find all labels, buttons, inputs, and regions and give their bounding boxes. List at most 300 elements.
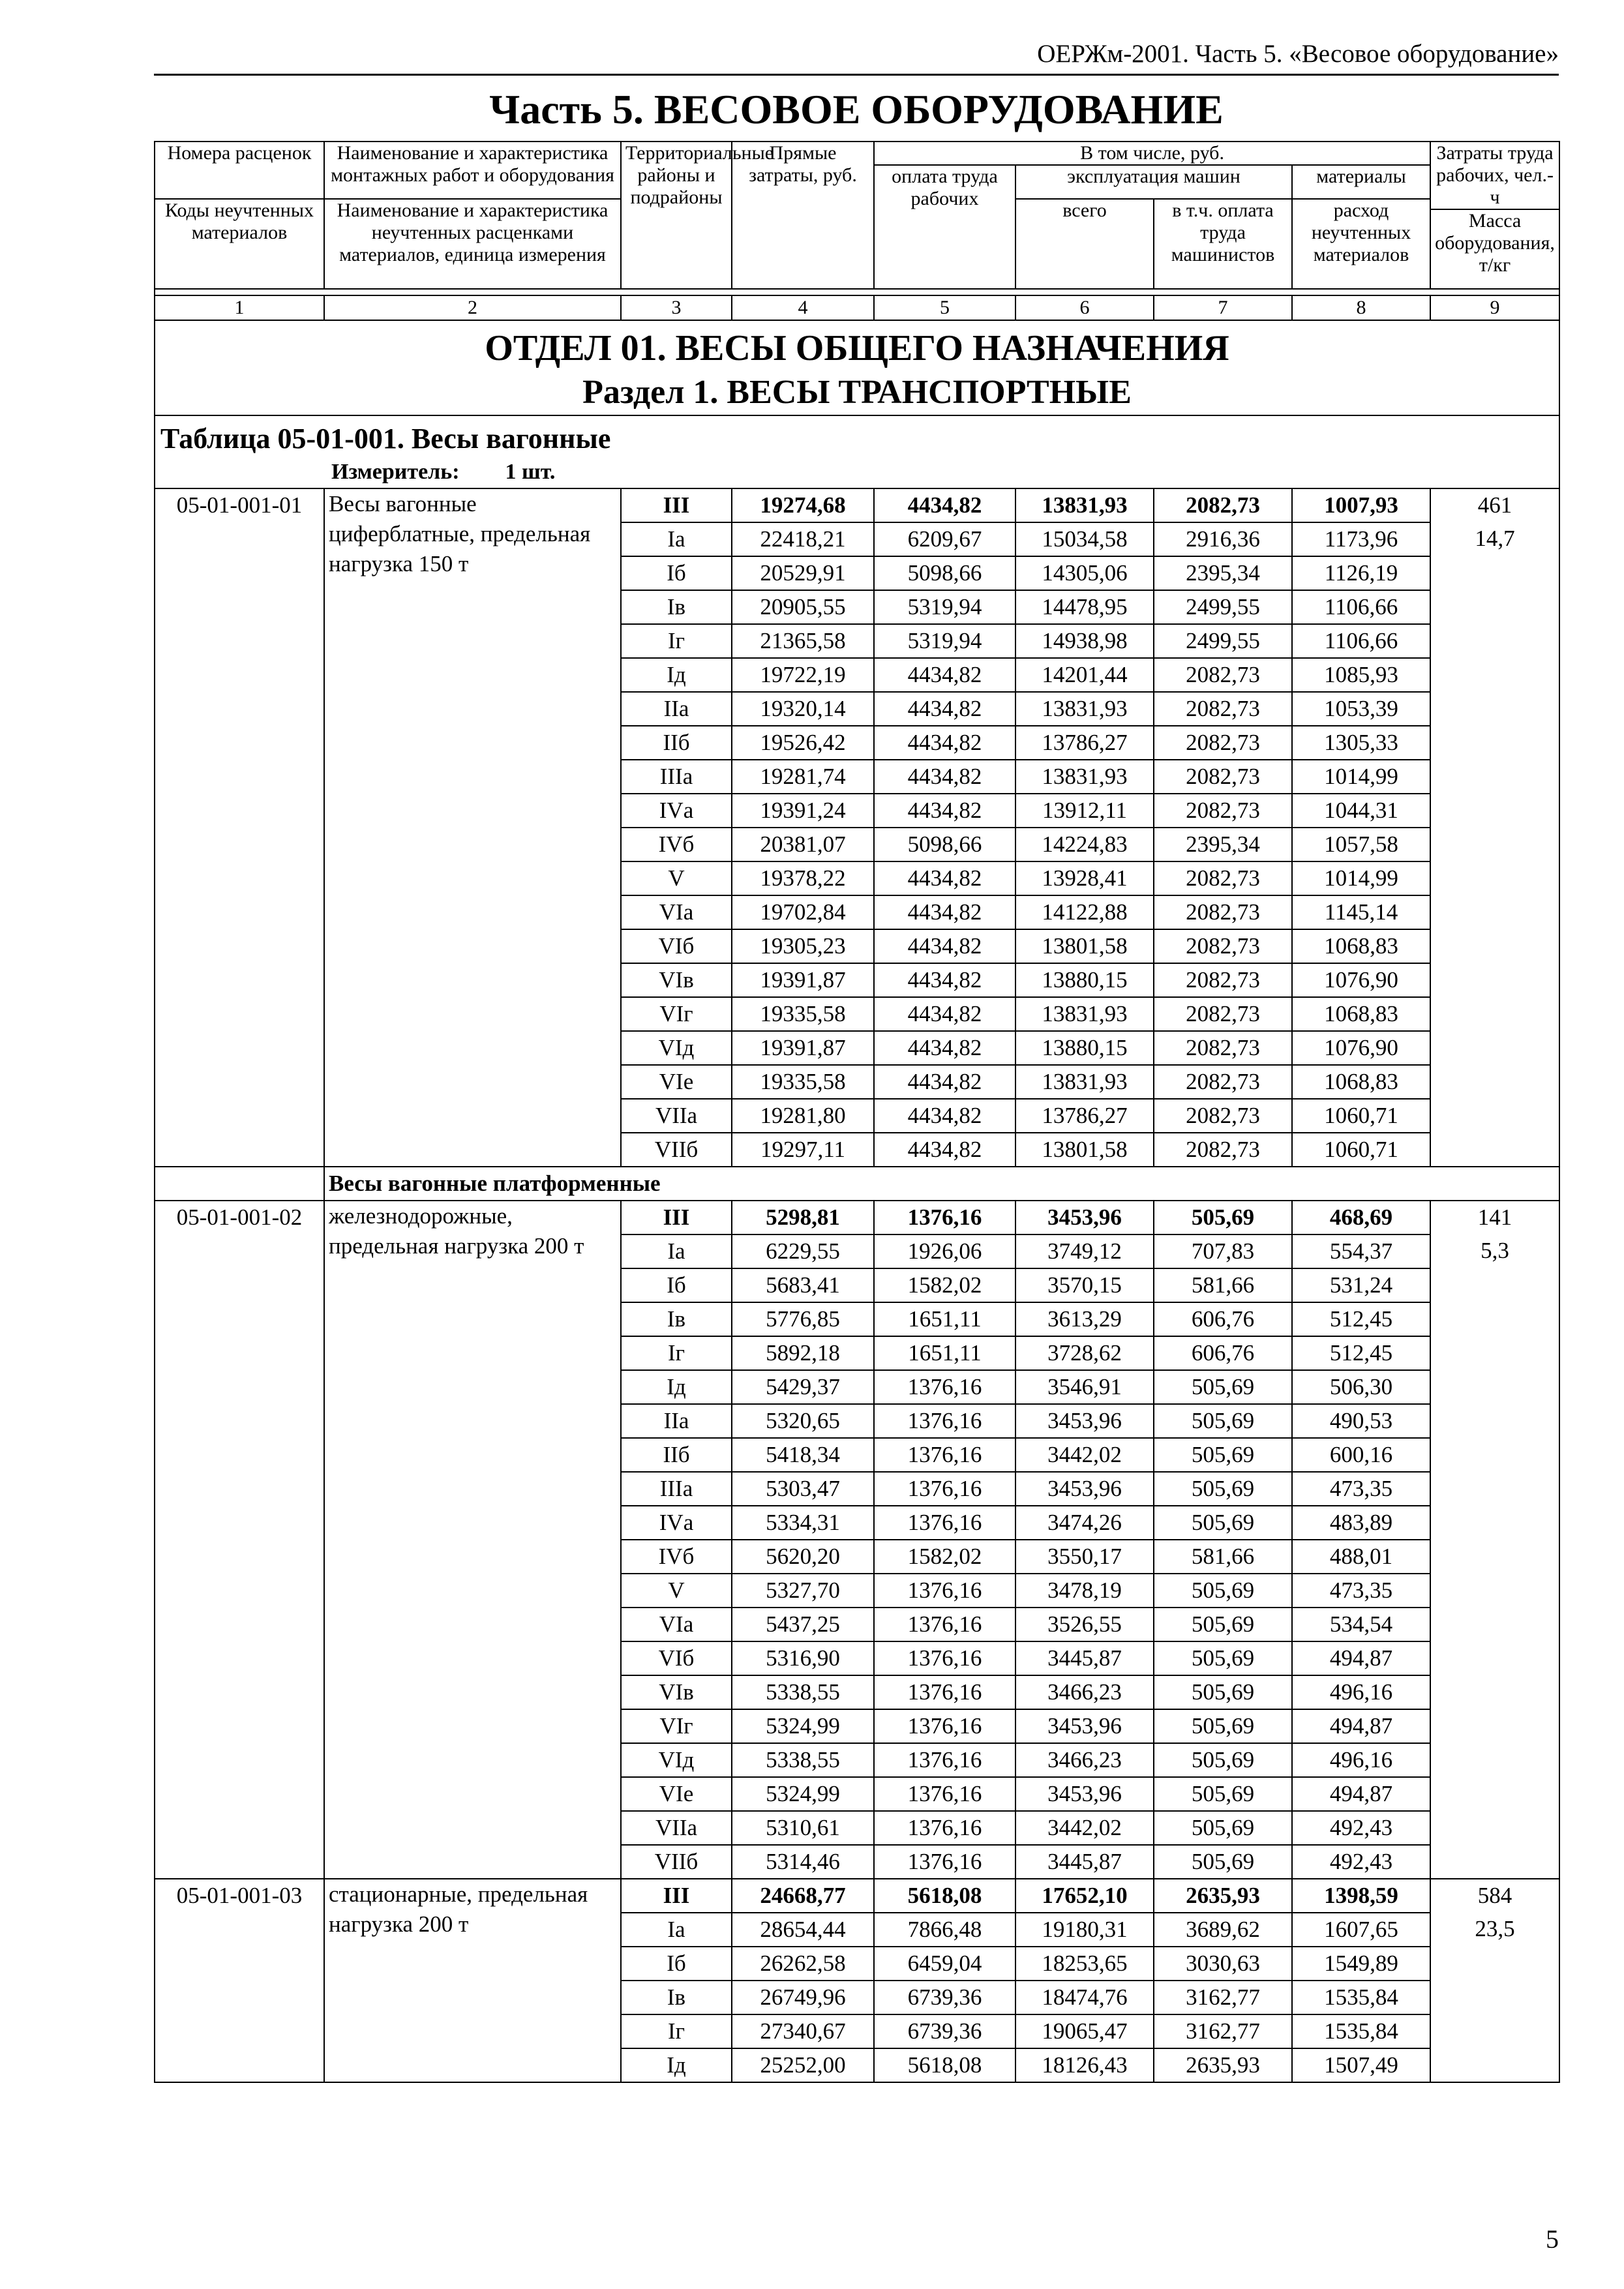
territory-cell: V	[621, 861, 732, 895]
territory-cell: VIд	[621, 1031, 732, 1065]
value-cell: 554,37	[1292, 1234, 1430, 1268]
value-cell: 19281,80	[732, 1099, 874, 1133]
value-cell: 5310,61	[732, 1811, 874, 1845]
empty-cell	[1430, 1574, 1559, 1608]
value-cell: 505,69	[1154, 1472, 1292, 1506]
header-col7: в т.ч. оплата труда машинистов	[1154, 199, 1292, 289]
running-header: ОЕРЖм-2001. Часть 5. «Весовое оборудование»	[1037, 40, 1559, 68]
value-cell: 1060,71	[1292, 1133, 1430, 1167]
value-cell: 19391,24	[732, 794, 874, 828]
value-cell: 2635,93	[1154, 1879, 1292, 1913]
value-cell: 473,35	[1292, 1472, 1430, 1506]
rates-table	[154, 141, 1560, 2083]
value-cell: 20529,91	[732, 556, 874, 590]
territory-cell: IIIа	[621, 1472, 732, 1506]
value-cell: 13880,15	[1015, 1031, 1154, 1065]
value-cell: 6739,36	[874, 1981, 1015, 2014]
header-col1-top: Номера расценок	[155, 142, 324, 199]
territory-cell: IVа	[621, 1506, 732, 1540]
value-cell: 1376,16	[874, 1608, 1015, 1641]
empty-cell	[1430, 1065, 1559, 1099]
empty-cell	[1430, 1777, 1559, 1811]
empty-cell	[1430, 895, 1559, 929]
rate-code: 05-01-001-02	[155, 1201, 324, 1879]
value-cell: 505,69	[1154, 1675, 1292, 1709]
empty-cell	[1430, 1302, 1559, 1336]
territory-cell: IVб	[621, 1540, 732, 1574]
territory-cell: Iд	[621, 658, 732, 692]
territory-cell: Iа	[621, 522, 732, 556]
value-cell: 13786,27	[1015, 1099, 1154, 1133]
value-cell: 4434,82	[874, 794, 1015, 828]
value-cell: 2082,73	[1154, 1031, 1292, 1065]
value-cell: 506,30	[1292, 1370, 1430, 1404]
empty-cell	[1430, 692, 1559, 726]
territory-cell: VIд	[621, 1743, 732, 1777]
territory-cell: IVа	[621, 794, 732, 828]
value-cell: 1305,33	[1292, 726, 1430, 760]
territory-cell: IIб	[621, 1438, 732, 1472]
territory-cell: VIг	[621, 1709, 732, 1743]
territory-cell: Iв	[621, 1981, 732, 2014]
value-cell: 14305,06	[1015, 556, 1154, 590]
empty-cell	[1430, 1947, 1559, 1981]
value-cell: 2082,73	[1154, 692, 1292, 726]
value-cell: 5324,99	[732, 1709, 874, 1743]
territory-cell: IIб	[621, 726, 732, 760]
value-cell: 512,45	[1292, 1336, 1430, 1370]
value-cell: 6459,04	[874, 1947, 1015, 1981]
territory-cell: Iа	[621, 1913, 732, 1947]
value-cell: 19320,14	[732, 692, 874, 726]
value-cell: 5316,90	[732, 1641, 874, 1675]
header-gap	[155, 289, 1559, 295]
value-cell: 2082,73	[1154, 1099, 1292, 1133]
value-cell: 494,87	[1292, 1641, 1430, 1675]
value-cell: 492,43	[1292, 1845, 1430, 1879]
value-cell: 3466,23	[1015, 1743, 1154, 1777]
territory-cell: III	[621, 1879, 732, 1913]
empty-cell	[1430, 760, 1559, 794]
value-cell: 505,69	[1154, 1845, 1292, 1879]
value-cell: 1044,31	[1292, 794, 1430, 828]
territory-cell: VIе	[621, 1777, 732, 1811]
value-cell: 2082,73	[1154, 794, 1292, 828]
value-cell: 1376,16	[874, 1845, 1015, 1879]
value-cell: 1651,11	[874, 1302, 1015, 1336]
column-number: 2	[324, 295, 621, 320]
header-including: В том числе, руб.	[874, 142, 1430, 165]
empty-cell	[1430, 556, 1559, 590]
value-cell: 1376,16	[874, 1472, 1015, 1506]
territory-cell: VIIб	[621, 1845, 732, 1879]
table-title: Таблица 05-01-001. Весы вагонные	[160, 423, 611, 455]
value-cell: 505,69	[1154, 1404, 1292, 1438]
value-cell: 1376,16	[874, 1404, 1015, 1438]
value-cell: 28654,44	[732, 1913, 874, 1947]
territory-cell: Iб	[621, 1268, 732, 1302]
empty-cell	[1430, 1404, 1559, 1438]
value-cell: 1607,65	[1292, 1913, 1430, 1947]
empty-cell	[1430, 1845, 1559, 1879]
value-cell: 1068,83	[1292, 997, 1430, 1031]
mass-cell: 14,7	[1430, 522, 1559, 556]
value-cell: 1376,16	[874, 1506, 1015, 1540]
value-cell: 19391,87	[732, 1031, 874, 1065]
value-cell: 1376,16	[874, 1743, 1015, 1777]
empty-cell	[1430, 2014, 1559, 2048]
value-cell: 13831,93	[1015, 692, 1154, 726]
value-cell: 3728,62	[1015, 1336, 1154, 1370]
mass-cell: 23,5	[1430, 1913, 1559, 1947]
value-cell: 14122,88	[1015, 895, 1154, 929]
value-cell: 5429,37	[732, 1370, 874, 1404]
value-cell: 5314,46	[732, 1845, 874, 1879]
labor-cost-cell: 141	[1430, 1201, 1559, 1234]
column-number: 9	[1430, 295, 1559, 320]
value-cell: 2395,34	[1154, 828, 1292, 861]
empty-cell	[1430, 658, 1559, 692]
rate-name: Весы вагонные циферблатные, предельная нагрузка 150 т	[324, 488, 621, 1167]
value-cell: 19335,58	[732, 997, 874, 1031]
value-cell: 5338,55	[732, 1675, 874, 1709]
empty-cell	[1430, 828, 1559, 861]
value-cell: 2499,55	[1154, 624, 1292, 658]
value-cell: 13831,93	[1015, 997, 1154, 1031]
territory-cell: Iг	[621, 2014, 732, 2048]
header-col1-bottom: Коды неучтенных материалов	[155, 199, 324, 289]
value-cell: 1085,93	[1292, 658, 1430, 692]
value-cell: 13801,58	[1015, 1133, 1154, 1167]
value-cell: 2082,73	[1154, 895, 1292, 929]
value-cell: 600,16	[1292, 1438, 1430, 1472]
value-cell: 606,76	[1154, 1302, 1292, 1336]
value-cell: 3526,55	[1015, 1608, 1154, 1641]
value-cell: 26262,58	[732, 1947, 874, 1981]
column-number: 7	[1154, 295, 1292, 320]
value-cell: 21365,58	[732, 624, 874, 658]
value-cell: 1053,39	[1292, 692, 1430, 726]
empty-cell	[1430, 1675, 1559, 1709]
value-cell: 2082,73	[1154, 726, 1292, 760]
value-cell: 4434,82	[874, 1031, 1015, 1065]
territory-cell: IVб	[621, 828, 732, 861]
value-cell: 1376,16	[874, 1370, 1015, 1404]
table-title-row	[155, 415, 1559, 488]
rate-name: железнодорожные, предельная нагрузка 200 т	[324, 1201, 621, 1879]
value-cell: 4434,82	[874, 929, 1015, 963]
value-cell: 6739,36	[874, 2014, 1015, 2048]
rate-name: стационарные, предельная нагрузка 200 т	[324, 1879, 621, 2082]
value-cell: 2082,73	[1154, 760, 1292, 794]
value-cell: 4434,82	[874, 895, 1015, 929]
value-cell: 505,69	[1154, 1370, 1292, 1404]
territory-cell: VIб	[621, 1641, 732, 1675]
value-cell: 1106,66	[1292, 624, 1430, 658]
value-cell: 1535,84	[1292, 1981, 1430, 2014]
value-cell: 505,69	[1154, 1811, 1292, 1845]
value-cell: 1014,99	[1292, 760, 1430, 794]
value-cell: 18253,65	[1015, 1947, 1154, 1981]
value-cell: 26749,96	[732, 1981, 874, 2014]
column-numbers-row	[155, 295, 1559, 320]
value-cell: 2082,73	[1154, 997, 1292, 1031]
value-cell: 5437,25	[732, 1608, 874, 1641]
value-cell: 483,89	[1292, 1506, 1430, 1540]
territory-cell: III	[621, 488, 732, 522]
column-number: 6	[1015, 295, 1154, 320]
value-cell: 5303,47	[732, 1472, 874, 1506]
value-cell: 2082,73	[1154, 658, 1292, 692]
department-title-row	[155, 320, 1559, 415]
territory-cell: Iг	[621, 624, 732, 658]
column-number: 3	[621, 295, 732, 320]
value-cell: 1068,83	[1292, 1065, 1430, 1099]
value-cell: 13786,27	[1015, 726, 1154, 760]
value-cell: 5683,41	[732, 1268, 874, 1302]
value-cell: 1376,16	[874, 1574, 1015, 1608]
territory-cell: VIIа	[621, 1099, 732, 1133]
value-cell: 5338,55	[732, 1743, 874, 1777]
value-cell: 2916,36	[1154, 522, 1292, 556]
value-cell: 14938,98	[1015, 624, 1154, 658]
value-cell: 1106,66	[1292, 590, 1430, 624]
column-number: 8	[1292, 295, 1430, 320]
department-title: ОТДЕЛ 01. ВЕСЫ ОБЩЕГО НАЗНАЧЕНИЯ	[485, 328, 1229, 368]
value-cell: 3474,26	[1015, 1506, 1154, 1540]
empty-cell	[1430, 861, 1559, 895]
value-cell: 3453,96	[1015, 1777, 1154, 1811]
territory-cell: VIIб	[621, 1133, 732, 1167]
territory-cell: IIIа	[621, 760, 732, 794]
value-cell: 5618,08	[874, 1879, 1015, 1913]
territory-cell: VIв	[621, 963, 732, 997]
value-cell: 5324,99	[732, 1777, 874, 1811]
value-cell: 1145,14	[1292, 895, 1430, 929]
empty-cell	[1430, 1099, 1559, 1133]
value-cell: 505,69	[1154, 1438, 1292, 1472]
value-cell: 6229,55	[732, 1234, 874, 1268]
territory-cell: Iд	[621, 2048, 732, 2082]
value-cell: 5319,94	[874, 624, 1015, 658]
value-cell: 3445,87	[1015, 1641, 1154, 1675]
value-cell: 2082,73	[1154, 861, 1292, 895]
page-number: 5	[1546, 2224, 1559, 2254]
territory-cell: Iв	[621, 590, 732, 624]
value-cell: 20381,07	[732, 828, 874, 861]
value-cell: 494,87	[1292, 1777, 1430, 1811]
empty-cell	[1430, 1540, 1559, 1574]
value-cell: 473,35	[1292, 1574, 1430, 1608]
value-cell: 505,69	[1154, 1506, 1292, 1540]
value-cell: 1014,99	[1292, 861, 1430, 895]
value-cell: 505,69	[1154, 1201, 1292, 1234]
value-cell: 3445,87	[1015, 1845, 1154, 1879]
value-cell: 2082,73	[1154, 929, 1292, 963]
value-cell: 19702,84	[732, 895, 874, 929]
value-cell: 19722,19	[732, 658, 874, 692]
empty-cell	[1430, 1506, 1559, 1540]
territory-cell: Iб	[621, 1947, 732, 1981]
territory-cell: V	[621, 1574, 732, 1608]
value-cell: 1376,16	[874, 1201, 1015, 1234]
value-cell: 3550,17	[1015, 1540, 1154, 1574]
part-title: Часть 5. ВЕСОВОЕ ОБОРУДОВАНИЕ	[489, 86, 1224, 132]
header-row-1	[155, 142, 1559, 165]
value-cell: 3546,91	[1015, 1370, 1154, 1404]
header-col6: всего	[1015, 199, 1154, 289]
value-cell: 5334,31	[732, 1506, 874, 1540]
value-cell: 707,83	[1154, 1234, 1292, 1268]
value-cell: 505,69	[1154, 1743, 1292, 1777]
value-cell: 2082,73	[1154, 1065, 1292, 1099]
labor-cost-cell: 461	[1430, 488, 1559, 522]
rate-code: 05-01-001-01	[155, 488, 324, 1167]
value-cell: 4434,82	[874, 861, 1015, 895]
value-cell: 3442,02	[1015, 1438, 1154, 1472]
value-cell: 5618,08	[874, 2048, 1015, 2082]
value-cell: 1076,90	[1292, 1031, 1430, 1065]
territory-cell: Iв	[621, 1302, 732, 1336]
value-cell: 4434,82	[874, 1065, 1015, 1099]
header-col2-bottom: Наименование и характеристика неучтенных расценками материалов, единица измерения	[324, 199, 621, 289]
value-cell: 3162,77	[1154, 1981, 1292, 2014]
value-cell: 1926,06	[874, 1234, 1015, 1268]
empty-cell	[1430, 590, 1559, 624]
value-cell: 531,24	[1292, 1268, 1430, 1302]
value-cell: 494,87	[1292, 1709, 1430, 1743]
measure-value: 1 шт.	[505, 460, 556, 484]
value-cell: 490,53	[1292, 1404, 1430, 1438]
labor-cost-cell: 584	[1430, 1879, 1559, 1913]
header-col9-top: Затраты труда рабочих, чел.-ч	[1430, 142, 1559, 209]
value-cell: 17652,10	[1015, 1879, 1154, 1913]
value-cell: 1376,16	[874, 1709, 1015, 1743]
empty-cell	[1430, 963, 1559, 997]
value-cell: 3453,96	[1015, 1709, 1154, 1743]
value-cell: 5298,81	[732, 1201, 874, 1234]
value-cell: 581,66	[1154, 1540, 1292, 1574]
value-cell: 1376,16	[874, 1777, 1015, 1811]
table-row	[155, 1201, 1559, 1234]
empty-cell	[1430, 1608, 1559, 1641]
header-col5: оплата труда рабочих	[874, 165, 1015, 289]
value-cell: 4434,82	[874, 963, 1015, 997]
value-cell: 1057,58	[1292, 828, 1430, 861]
value-cell: 488,01	[1292, 1540, 1430, 1574]
value-cell: 606,76	[1154, 1336, 1292, 1370]
territory-cell: IIа	[621, 1404, 732, 1438]
value-cell: 3689,62	[1154, 1913, 1292, 1947]
value-cell: 1582,02	[874, 1268, 1015, 1302]
territory-cell: VIв	[621, 1675, 732, 1709]
value-cell: 3030,63	[1154, 1947, 1292, 1981]
value-cell: 2499,55	[1154, 590, 1292, 624]
empty-cell	[1430, 726, 1559, 760]
header-col2-top: Наименование и характеристика монтажных работ и оборудования	[324, 142, 621, 199]
value-cell: 496,16	[1292, 1743, 1430, 1777]
value-cell: 13831,93	[1015, 488, 1154, 522]
value-cell: 19281,74	[732, 760, 874, 794]
value-cell: 3453,96	[1015, 1404, 1154, 1438]
value-cell: 19274,68	[732, 488, 874, 522]
value-cell: 1651,11	[874, 1336, 1015, 1370]
empty-cell	[1430, 1472, 1559, 1506]
value-cell: 20905,55	[732, 590, 874, 624]
value-cell: 13831,93	[1015, 1065, 1154, 1099]
empty-cell	[1430, 997, 1559, 1031]
value-cell: 3453,96	[1015, 1201, 1154, 1234]
value-cell: 1549,89	[1292, 1947, 1430, 1981]
value-cell: 22418,21	[732, 522, 874, 556]
value-cell: 19180,31	[1015, 1913, 1154, 1947]
empty-cell	[1430, 929, 1559, 963]
empty-cell	[1430, 1811, 1559, 1845]
territory-cell: VIа	[621, 895, 732, 929]
subheading: Весы вагонные платформенные	[324, 1167, 1559, 1201]
territory-cell: VIг	[621, 997, 732, 1031]
value-cell: 1507,49	[1292, 2048, 1430, 2082]
value-cell: 4434,82	[874, 1133, 1015, 1167]
header-col8: расход неучтенных материалов	[1292, 199, 1430, 289]
value-cell: 24668,77	[732, 1879, 874, 1913]
value-cell: 2635,93	[1154, 2048, 1292, 2082]
value-cell: 14201,44	[1015, 658, 1154, 692]
value-cell: 1173,96	[1292, 522, 1430, 556]
territory-cell: VIе	[621, 1065, 732, 1099]
value-cell: 1398,59	[1292, 1879, 1430, 1913]
value-cell: 5098,66	[874, 828, 1015, 861]
territory-cell: VIб	[621, 929, 732, 963]
value-cell: 492,43	[1292, 1811, 1430, 1845]
value-cell: 505,69	[1154, 1709, 1292, 1743]
header-rule	[154, 74, 1559, 76]
subheading-row	[155, 1167, 1559, 1201]
value-cell: 505,69	[1154, 1574, 1292, 1608]
territory-cell: Iг	[621, 1336, 732, 1370]
value-cell: 4434,82	[874, 658, 1015, 692]
table-row	[155, 488, 1559, 522]
value-cell: 1060,71	[1292, 1099, 1430, 1133]
empty-cell	[1430, 1031, 1559, 1065]
column-number: 1	[155, 295, 324, 320]
value-cell: 3453,96	[1015, 1472, 1154, 1506]
value-cell: 505,69	[1154, 1777, 1292, 1811]
value-cell: 4434,82	[874, 488, 1015, 522]
value-cell: 1376,16	[874, 1675, 1015, 1709]
value-cell: 534,54	[1292, 1608, 1430, 1641]
mass-cell: 5,3	[1430, 1234, 1559, 1268]
territory-cell: Iд	[621, 1370, 732, 1404]
value-cell: 4434,82	[874, 1099, 1015, 1133]
value-cell: 13801,58	[1015, 929, 1154, 963]
empty-cell	[1430, 1438, 1559, 1472]
value-cell: 581,66	[1154, 1268, 1292, 1302]
empty-cell	[1430, 1370, 1559, 1404]
value-cell: 13880,15	[1015, 963, 1154, 997]
value-cell: 7866,48	[874, 1913, 1015, 1947]
value-cell: 19391,87	[732, 963, 874, 997]
value-cell: 3466,23	[1015, 1675, 1154, 1709]
value-cell: 5098,66	[874, 556, 1015, 590]
header-col3: Территориальные районы и подрайоны	[621, 142, 732, 289]
empty-cell	[1430, 1641, 1559, 1675]
value-cell: 505,69	[1154, 1608, 1292, 1641]
value-cell: 2082,73	[1154, 1133, 1292, 1167]
value-cell: 6209,67	[874, 522, 1015, 556]
empty-cell	[1430, 624, 1559, 658]
value-cell: 25252,00	[732, 2048, 874, 2082]
